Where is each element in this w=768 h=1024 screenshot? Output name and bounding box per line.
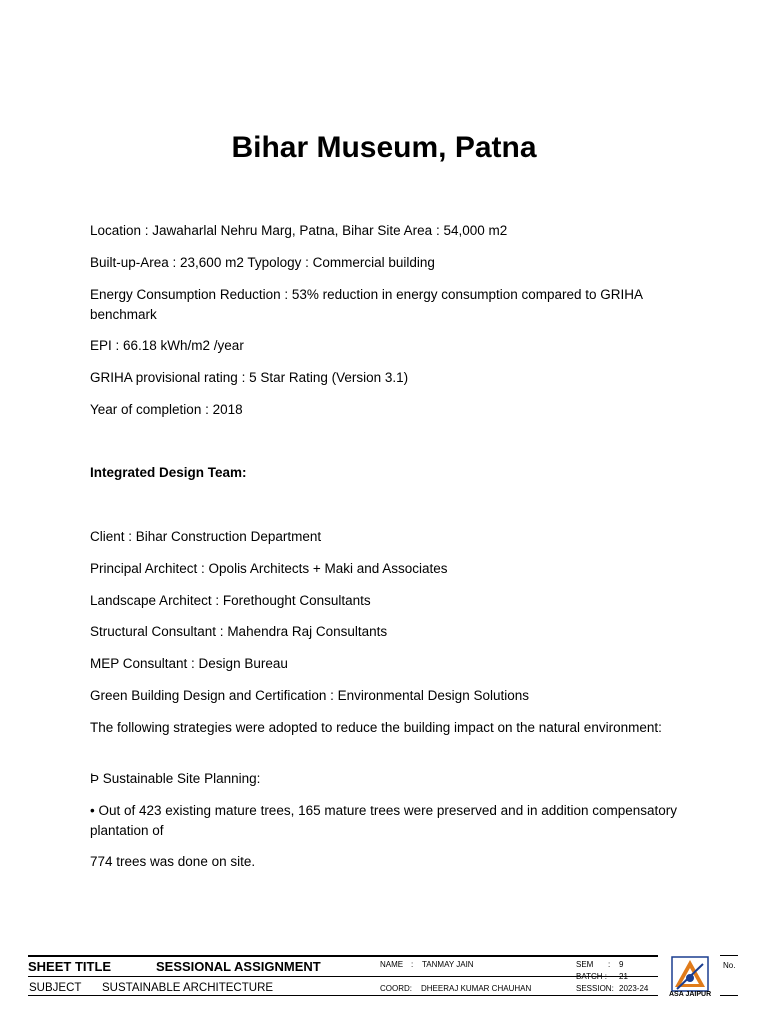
principal-architect-line: Principal Architect : Opolis Architects + Maki and Associates bbox=[90, 561, 448, 576]
number-box-bottom-rule bbox=[720, 995, 738, 996]
batch-label: BATCH : bbox=[576, 972, 607, 981]
subject-label: SUBJECT bbox=[29, 982, 82, 994]
sem-value: 9 bbox=[619, 960, 624, 969]
built-up-area-line: Built-up-Area : 23,600 m2 Typology : Commercial building bbox=[90, 255, 435, 270]
mep-consultant-line: MEP Consultant : Design Bureau bbox=[90, 656, 288, 671]
sheet-number-label: No. bbox=[723, 961, 736, 970]
batch-value: 21 bbox=[619, 972, 628, 981]
trees-continued: 774 trees was done on site. bbox=[90, 854, 256, 869]
title-block-bottom-rule bbox=[28, 995, 658, 996]
location-line: Location : Jawaharlal Nehru Marg, Patna, Bihar Site Area : 54,000 m2 bbox=[90, 223, 508, 238]
document-title: Bihar Museum, Patna bbox=[231, 131, 537, 164]
name-separator: : bbox=[411, 960, 414, 969]
coord-label: COORD: bbox=[380, 984, 412, 993]
title-block-middle-rule bbox=[28, 976, 658, 977]
epi-line: EPI : 66.18 kWh/m2 /year bbox=[90, 338, 244, 353]
title-block-top-rule bbox=[28, 955, 658, 957]
energy-reduction-line: Energy Consumption Reduction : 53% reduction in energy consumption compared to GRIHA benchmark bbox=[90, 287, 643, 322]
strategies-intro: The following strategies were adopted to reduce the building impact on the natural environment: bbox=[90, 720, 662, 735]
year-of-completion-line: Year of completion : 2018 bbox=[90, 402, 243, 417]
griha-rating-line: GRIHA provisional rating : 5 Star Rating (Version 3.1) bbox=[90, 370, 409, 385]
structural-consultant-line: Structural Consultant : Mahendra Raj Consultants bbox=[90, 624, 388, 639]
sheet-title-label: SHEET TITLE bbox=[28, 959, 112, 974]
logo-caption: ASA JAIPUR bbox=[669, 991, 712, 998]
name-label: NAME bbox=[380, 960, 404, 969]
subject-value: SUSTAINABLE ARCHITECTURE bbox=[102, 982, 274, 994]
landscape-architect-line: Landscape Architect : Forethought Consultants bbox=[90, 593, 371, 608]
trees-bullet: • Out of 423 existing mature trees, 165 mature trees were preserved and in addition compensatory plantation of bbox=[90, 803, 678, 838]
design-team-heading: Integrated Design Team: bbox=[90, 465, 247, 480]
sem-separator: : bbox=[608, 960, 611, 969]
client-line: Client : Bihar Construction Department bbox=[90, 529, 322, 544]
session-value: 2023-24 bbox=[619, 984, 649, 993]
site-planning-heading: Þ Sustainable Site Planning: bbox=[90, 771, 261, 786]
sheet-title-value: SESSIONAL ASSIGNMENT bbox=[156, 959, 321, 974]
coord-value: DHEERAJ KUMAR CHAUHAN bbox=[421, 984, 532, 993]
sem-label: SEM bbox=[576, 960, 594, 969]
number-box-top-rule bbox=[720, 955, 738, 956]
session-label: SESSION: bbox=[576, 984, 614, 993]
name-value: TANMAY JAIN bbox=[422, 960, 474, 969]
green-building-line: Green Building Design and Certification : Environmental Design Solutions bbox=[90, 688, 529, 703]
